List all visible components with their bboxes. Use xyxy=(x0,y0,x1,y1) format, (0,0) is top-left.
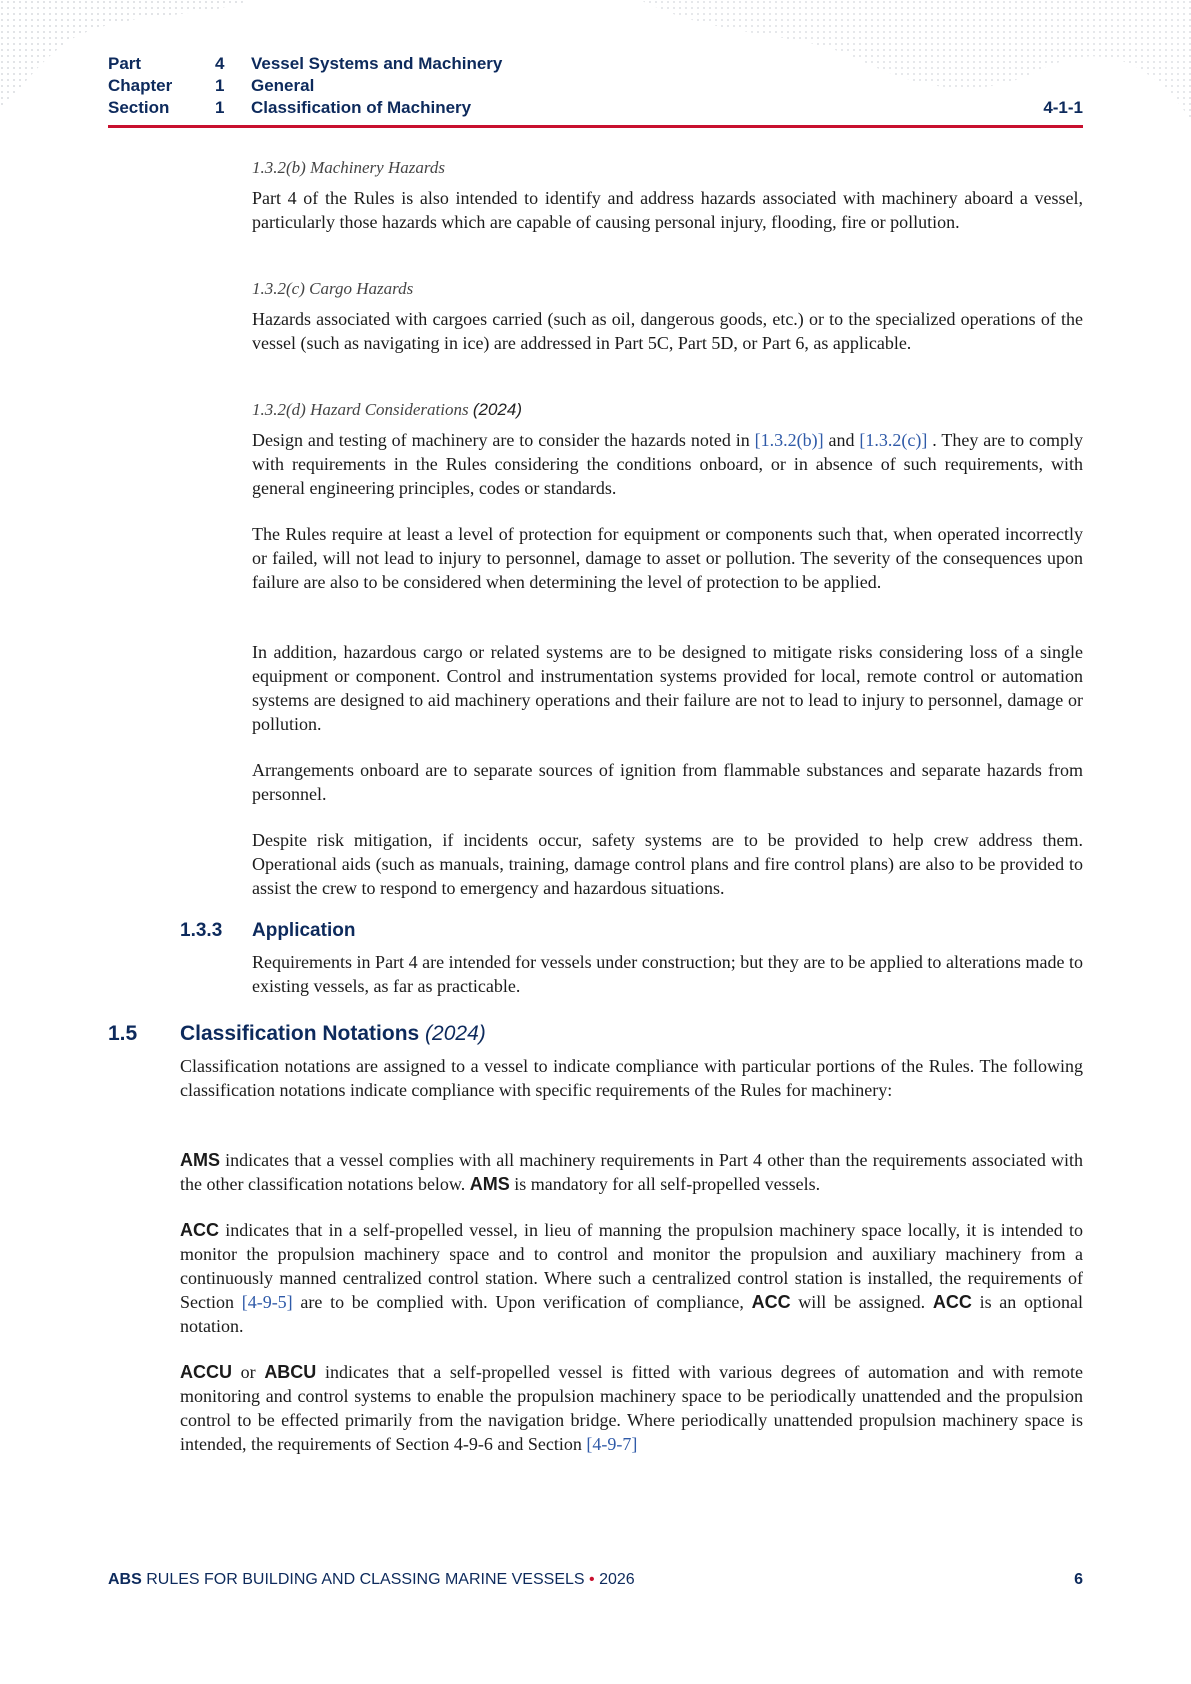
header-chapter-title: General xyxy=(251,76,315,95)
header-section-number: 1 xyxy=(215,98,225,117)
paragraph-acc-notation xyxy=(180,1218,1083,1338)
text: indicates that a self-propelled vessel is fitted with various degrees of automation and with remote monitoring and control systems to enable the propulsion machinery space to be periodically unattended and the propulsion control to be effected primarily from the navigation bridge. Where periodically unattended propulsion machinery space is intended, the requirements of Section 4-9-6 and Section xyxy=(180,1362,1083,1454)
subsection-title-text: 1.3.2(d) Hazard Considerations xyxy=(252,400,469,419)
paragraph-hazard-considerations-5: Despite risk mitigation, if incidents occur, safety systems are to be provided to help crew address them. Operational aids (such as manuals, training, damage control plans and fire control plans) are also to be provided to assist the crew to respond to emergency and hazardous situations. xyxy=(252,830,1083,898)
notation-acc: ACC xyxy=(751,1292,791,1312)
cross-reference-link[interactable]: [4-9-7] xyxy=(586,1434,638,1454)
header-part-number: 4 xyxy=(215,54,225,73)
subsection-title-application: Application xyxy=(252,920,356,941)
paragraph-hazard-considerations-4: Arrangements onboard are to separate sources of ignition from flammable substances and separate hazards from personnel. xyxy=(252,760,1083,804)
subsection-title-1-3-2b: 1.3.2(b) Machinery Hazards xyxy=(252,158,445,177)
revision-year: (2024) xyxy=(472,400,522,419)
notation-ams: AMS xyxy=(180,1150,220,1170)
notation-accu: ACCU xyxy=(180,1362,232,1382)
header-rule xyxy=(108,125,1083,128)
text: is an optional notation. xyxy=(180,1292,1083,1336)
text: and xyxy=(823,430,860,450)
header-chapter-row xyxy=(108,75,1083,97)
page-number: 6 xyxy=(1074,1571,1083,1588)
paragraph-hazard-considerations-2: The Rules require at least a level of protection for equipment or components such that, when operated incorrectly or failed, will not lead to injury to personnel, damage to asset or pollution. The severity of the consequences upon failure are also to be considered when determining the level of protection to be applied. xyxy=(252,524,1083,592)
paragraph-machinery-hazards: Part 4 of the Rules is also intended to identify and address hazards associated with machinery aboard a vessel, particularly those hazards which are capable of causing personal injury, flooding, fire or pollution. xyxy=(252,188,1083,232)
header-section-title: Classification of Machinery xyxy=(251,98,472,117)
footer-separator: • xyxy=(584,1571,600,1588)
text: Design and testing of machinery are to consider the hazards noted in xyxy=(252,430,755,450)
text: . They are to comply with requirements in the Rules considering the conditions onboard, or in absence of such requirements, with general engineering principles, codes or standards. xyxy=(252,430,1083,498)
running-header xyxy=(108,53,1083,119)
paragraph-hazard-considerations-3: In addition, hazardous cargo or related systems are to be designed to mitigate risks considering loss of a single equipment or component. Control and instrumentation systems provided for local, remote control or automation systems are designed to aid machinery operations and their failure are not to lead to injury to personnel, damage or pollution. xyxy=(252,642,1083,734)
page-footer xyxy=(108,1571,1083,1593)
paragraph-ams-notation xyxy=(180,1148,1083,1196)
header-part-title: Vessel Systems and Machinery xyxy=(251,54,503,73)
header-chapter-label: Chapter xyxy=(108,76,173,95)
header-section-label: Section xyxy=(108,98,170,117)
notation-acc: ACC xyxy=(932,1292,972,1312)
header-chapter-number: 1 xyxy=(215,76,225,95)
footer-year: 2026 xyxy=(599,1571,635,1588)
notation-acc: ACC xyxy=(180,1220,219,1240)
text: indicates that in a self-propelled vessel, in lieu of manning the propulsion machinery space locally, it is intended to monitor the propulsion machinery space and to control and monitor the propulsion and auxiliary machinery from a continuously manned centralized control station. Where such a centralized control station is installed, the requirements of Section xyxy=(180,1220,1083,1312)
text: is mandatory for all self-propelled vessels. xyxy=(509,1174,821,1194)
paragraph-accu-notation xyxy=(180,1360,1083,1456)
notation-ams: AMS xyxy=(469,1174,510,1194)
footer-brand: ABS xyxy=(108,1571,142,1588)
header-reference: 4-1-1 xyxy=(1043,98,1083,117)
notation-abcu: ABCU xyxy=(264,1362,317,1382)
text: or xyxy=(232,1362,265,1382)
subsection-title-1-3-2d xyxy=(252,400,522,420)
paragraph-cargo-hazards: Hazards associated with cargoes carried (such as oil, dangerous goods, etc.) or to the specialized operations of the vessel (such as navigating in ice) are addressed in Part 5C, Part 5D, or Part 6, as applicable. xyxy=(252,309,1083,353)
cross-reference-link[interactable]: [1.3.2(c)] xyxy=(859,430,928,450)
header-section-row xyxy=(108,97,1083,119)
paragraph-notations-intro: Classification notations are assigned to a vessel to indicate compliance with particular portions of the Rules. The following classification notations indicate compliance with specific requirements of the Rules for machinery: xyxy=(180,1056,1083,1100)
cross-reference-link[interactable]: [4-9-5] xyxy=(241,1292,293,1312)
footer-title: RULES FOR BUILDING AND CLASSING MARINE VESSELS xyxy=(141,1571,585,1588)
text: will be assigned. xyxy=(790,1292,933,1312)
section-title-classification-notations xyxy=(180,1022,486,1046)
section-number-1-5: 1.5 xyxy=(108,1022,138,1045)
text: indicates that a vessel complies with all machinery requirements in Part 4 other than the requirements associated with the other classification notations below. xyxy=(180,1150,1083,1194)
header-part-row xyxy=(108,53,1083,75)
cross-reference-link[interactable]: [1.3.2(b)] xyxy=(754,430,824,450)
subsection-number-1-3-3: 1.3.3 xyxy=(180,920,223,941)
subsection-title-1-3-2c: 1.3.2(c) Cargo Hazards xyxy=(252,279,414,298)
paragraph-hazard-considerations-1 xyxy=(252,428,1083,500)
revision-year: (2024) xyxy=(425,1022,486,1045)
section-title-text: Classification Notations xyxy=(180,1022,420,1045)
paragraph-application: Requirements in Part 4 are intended for vessels under construction; but they are to be applied to alterations made to existing vessels, as far as practicable. xyxy=(252,952,1083,996)
header-part-label: Part xyxy=(108,54,142,73)
text: are to be complied with. Upon verification of compliance, xyxy=(292,1292,752,1312)
